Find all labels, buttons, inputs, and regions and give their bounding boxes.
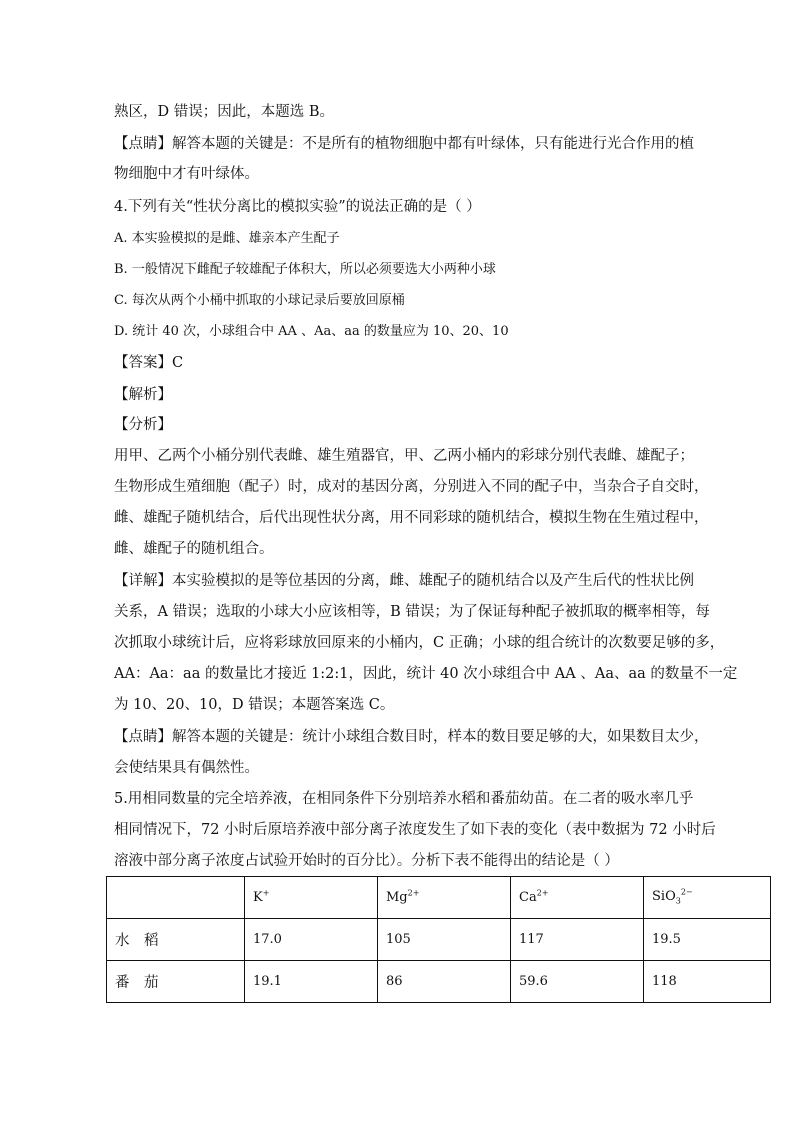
table-cell: 105: [378, 919, 511, 961]
table-header-sio3: SiO$_3^{2-}$: [644, 877, 771, 919]
text-line: 会使结果具有偶然性。: [114, 760, 259, 776]
analysis-heading: 【解析】: [114, 387, 172, 403]
table-cell: 117: [511, 919, 644, 961]
text-line: 物细胞中才有叶绿体。: [114, 166, 259, 182]
table-cell: 118: [644, 961, 771, 1003]
text-line: 溶液中部分离子浓度占试验开始时的百分比）。分析下表不能得出的结论是（ ）: [114, 853, 619, 869]
table-header-row: [107, 877, 771, 919]
question-4-stem: 4.下列有关“性状分离比的模拟实验”的说法正确的是（ ）: [114, 199, 481, 215]
text-line: 为 10、20、10，D 错误；本题答案选 C。: [114, 697, 395, 713]
table-header-mg: $Mg^{2+}$: [378, 877, 511, 919]
option-b: B. 一般情况下雌配子较雄配子体积大，所以必须要选大小两种小球: [114, 262, 496, 277]
option-c: C. 每次从两个小桶中抓取的小球记录后要放回原桶: [114, 293, 405, 308]
row-label-rice: 水 稻: [107, 919, 245, 961]
table-cell: 19.5: [644, 919, 771, 961]
comment-paragraph: 【点睛】解答本题的关键是：统计小球组合数目时，样本的数目要足够的大，如果数目太少，: [114, 729, 709, 745]
subanalysis-heading: 【分析】: [114, 417, 172, 433]
text-line: 相同情况下，72 小时后原培养液中部分离子浓度发生了如下表的变化（表中数据为 72 小时后: [114, 822, 716, 838]
ion-concentration-table: [106, 876, 771, 1003]
detail-paragraph: 【详解】本实验模拟的是等位基因的分离，雌、雄配子的随机结合以及产生后代的性状比例: [114, 573, 694, 589]
table-cell: 86: [378, 961, 511, 1003]
text-line: 雌、雄配子随机结合，后代出现性状分离，用不同彩球的随机结合，模拟生物在生殖过程中，: [114, 510, 709, 526]
text-line: 雌、雄配子的随机组合。: [114, 541, 274, 557]
option-a: A. 本实验模拟的是雌、雄亲本产生配子: [114, 231, 340, 246]
text-line: 生物形成生殖细胞（配子）时，成对的基因分离，分别进入不同的配子中，当杂合子自交时，: [114, 479, 709, 495]
text-line: 熟区，D 错误；因此，本题选 B。: [114, 104, 334, 120]
table-header-ca: $Ca^{2+}$: [511, 877, 644, 919]
question-5-stem: 5.用相同数量的完全培养液，在相同条件下分别培养水稻和番茄幼苗。在二者的吸水率几乎: [114, 791, 694, 807]
text-line: 用甲、乙两个小桶分别代表雌、雄生殖器官，甲、乙两小桶内的彩球分别代表雌、雄配子；: [114, 448, 694, 464]
table-cell: 17.0: [245, 919, 378, 961]
table-cell: 19.1: [245, 961, 378, 1003]
text-line: AA：Aa：aa 的数量比才接近 1:2:1，因此，统计 40 次小球组合中 AA 、Aa、aa 的数量不一定: [114, 666, 738, 682]
answer-label: 【答案】C: [114, 355, 184, 371]
text-line: 次抓取小球统计后，应将彩球放回原来的小桶内，C 正确；小球的组合统计的次数要足够的多，: [114, 635, 725, 651]
option-d: D. 统计 40 次，小球组合中 AA 、Aa、aa 的数量应为 10、20、10: [114, 324, 509, 339]
table-cell: 59.6: [511, 961, 644, 1003]
table-header-k: K+: [245, 877, 378, 919]
table-row: [107, 919, 771, 961]
text-line: 关系，A 错误；选取的小球大小应该相等，B 错误；为了保证每种配子被抓取的概率相等，每: [114, 604, 710, 620]
table-row: [107, 961, 771, 1003]
text-line: 【点睛】解答本题的关键是：不是所有的植物细胞中都有叶绿体，只有能进行光合作用的植: [114, 136, 694, 152]
row-label-tomato: 番 茄: [107, 961, 245, 1003]
table-header-blank: [107, 877, 245, 919]
